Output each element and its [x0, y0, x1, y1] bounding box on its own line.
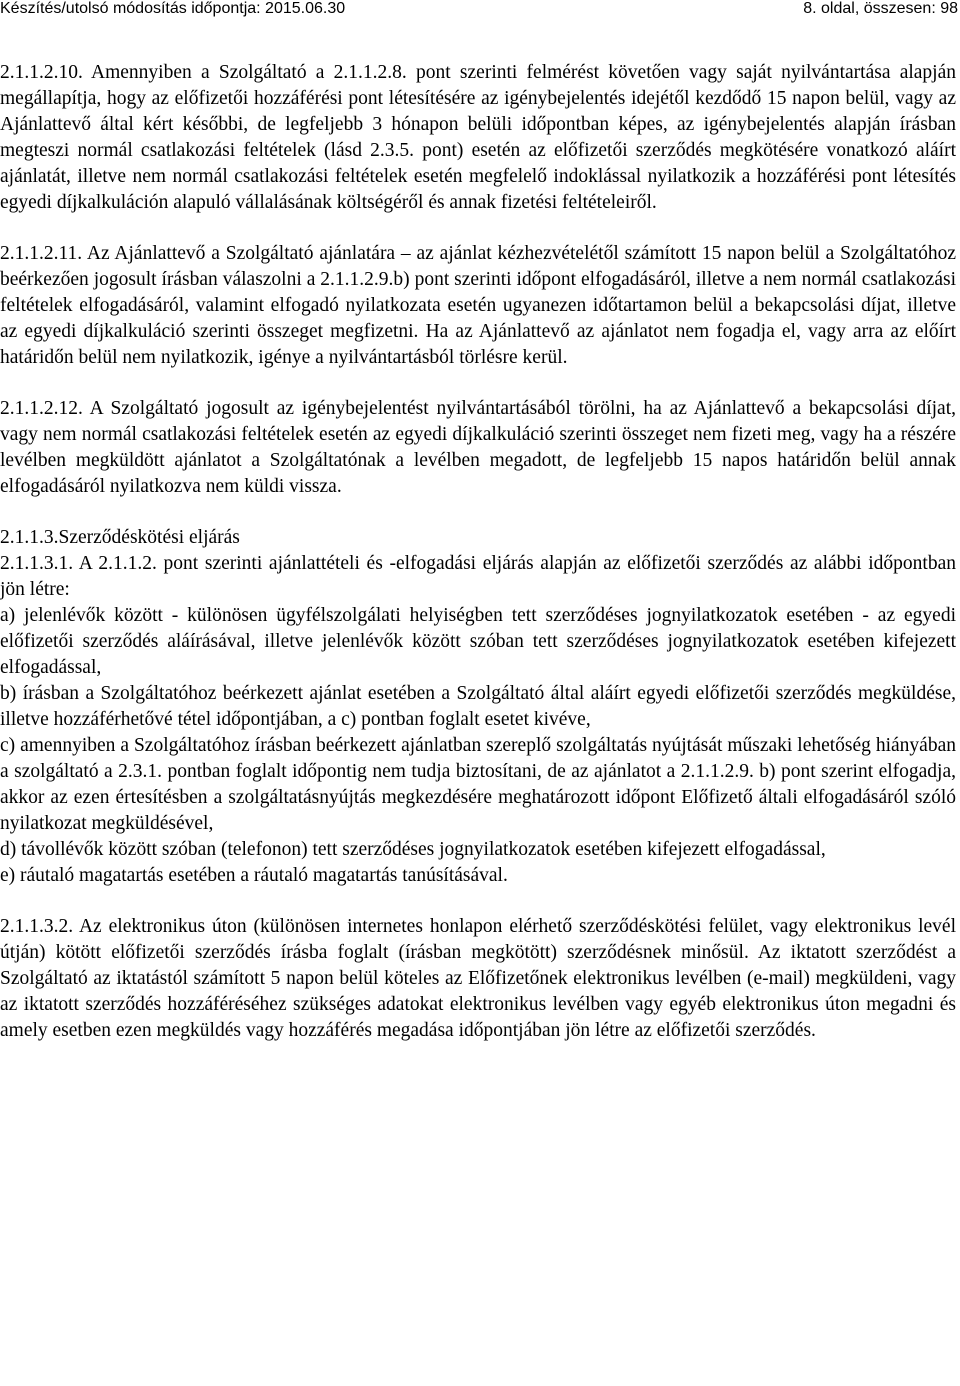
header-timestamp: Készítés/utolsó módosítás időpontja: 2015.06.30	[0, 0, 346, 17]
list-item-b: b) írásban a Szolgáltatóhoz beérkezett ajánlat esetében a Szolgáltató által aláírt egyedi előfizetői szerződés megküldése, illetve hozzáférhetővé tétel időpontjában, a c) pontban foglalt esetet kivéve,	[0, 683, 956, 730]
paragraph-2-1-1-2-10: 2.1.1.2.10. Amennyiben a Szolgáltató a 2.1.1.2.8. pont szerinti felmérést követően vagy saját nyilvántartása alapján megállapítja, hogy az előfizetői hozzáférési pont létesítésére az igénybejelentés idejétől kezdődő 15 napon belül, vagy az Ajánlattevő által kért későbbi, de legfeljebb 3 hónapon belüli időpontban képes, az igénybejelentés alapján írásban megteszi normál csatlakozási feltételek (lásd 2.3.5. pont) esetén az előfizetői szerződés megkötésére vonatkozó aláírt ajánlatát, illetve nem normál csatlakozási feltételek esetén megfelelő indoklással nyilatkozik a hozzáférési pont létesítés egyedi díjkalkuláción alapuló vállalásának költségéről és annak fizetési feltételeiről.	[0, 62, 956, 213]
list-item-e: e) ráutaló magatartás esetében a ráutaló magatartás tanúsításával.	[0, 865, 508, 886]
document-body	[0, 60, 956, 1044]
paragraph-2-1-1-3-2: 2.1.1.3.2. Az elektronikus úton (különösen internetes honlapon elérhető szerződéskötési felület, vagy elektronikus levél útján) kötött előfizetői szerződés írásba foglalt (írásban megkötött) szerződésnek minősül. Az iktatott szerződést a Szolgáltató az iktatástól számított 5 napon belül köteles az Előfizetőnek elektronikus levélben (e-mail) megküldeni, vagy az iktatott szerződés hozzáféréséhez szükséges adatokat elektronikus levélben vagy egyéb elektronikus úton megadni és amely esetben ezen megküldés vagy hozzáférés megadása időpontjában jön létre az előfizetői szerződés.	[0, 916, 956, 1041]
list-item-a: a) jelenlévők között - különösen ügyfélszolgálati helyiségben tett szerződéses jognyilatkozatok esetében - az egyedi előfizetői szerződés aláírásával, illetve jelenlévők között szóban tett szerződéses jognyilatkozatok esetében kifejezett elfogadással,	[0, 605, 956, 678]
page-header	[0, 0, 958, 18]
paragraph-2-1-1-3-1: 2.1.1.3.1. A 2.1.1.2. pont szerinti ajánlattételi és -elfogadási eljárás alapján az előfizetői szerződés az alábbi időpontban jön létre:	[0, 553, 956, 600]
list-item-d: d) távollévők között szóban (telefonon) tett szerződéses jognyilatkozatok esetében kifejezett elfogadással,	[0, 839, 826, 860]
list-item-c: c) amennyiben a Szolgáltatóhoz írásban beérkezett ajánlatban szereplő szolgáltatás nyújtását műszaki lehetőség hiányában a szolgáltató a 2.3.1. pontban foglalt időpontig nem tudja biztosítani, de az ajánlatot a 2.1.1.2.9. b) pont szerint elfogadja, akkor az ezen értesítésben a szolgáltatásnyújtás megkezdésére meghatározott időpont Előfizető általi elfogadásáról szóló nyilatkozat megküldésével,	[0, 735, 956, 834]
section-heading-2-1-1-3: 2.1.1.3.Szerződéskötési eljárás	[0, 527, 240, 548]
paragraph-2-1-1-2-11: 2.1.1.2.11. Az Ajánlattevő a Szolgáltató ajánlatára – az ajánlat kézhezvételétől számított 15 napon belül a Szolgáltatóhoz beérkezően jogosult írásban válaszolni a 2.1.1.2.9.b) pont szerinti időpont elfogadásáról, illetve a nem normál csatlakozási feltételek elfogadásáról, valamint elfogadó nyilatkozata esetén ugyanezen időtartamon belül a bekapcsolási díjat, illetve az egyedi díjkalkuláció szerinti összeget megfizetni. Ha az Ajánlattevő az ajánlatot nem fogadja el, vagy arra az előírt határidőn belül nem nyilatkozik, igénye a nyilvántartásból törlésre kerül.	[0, 243, 956, 368]
header-page-number: 8. oldal, összesen: 98	[803, 0, 958, 17]
paragraph-2-1-1-2-12: 2.1.1.2.12. A Szolgáltató jogosult az igénybejelentést nyilvántartásából törölni, ha az Ajánlattevő a bekapcsolási díjat, vagy nem normál csatlakozási feltételek esetén az egyedi díjkalkuláció szerinti összeget nem fizeti meg, vagy ha a részére levélben megküldött ajánlatot a Szolgáltatónak a levélben megadott, de legfeljebb 15 napos határidőn belül annak elfogadásáról nyilatkozva nem küldi vissza.	[0, 398, 956, 497]
